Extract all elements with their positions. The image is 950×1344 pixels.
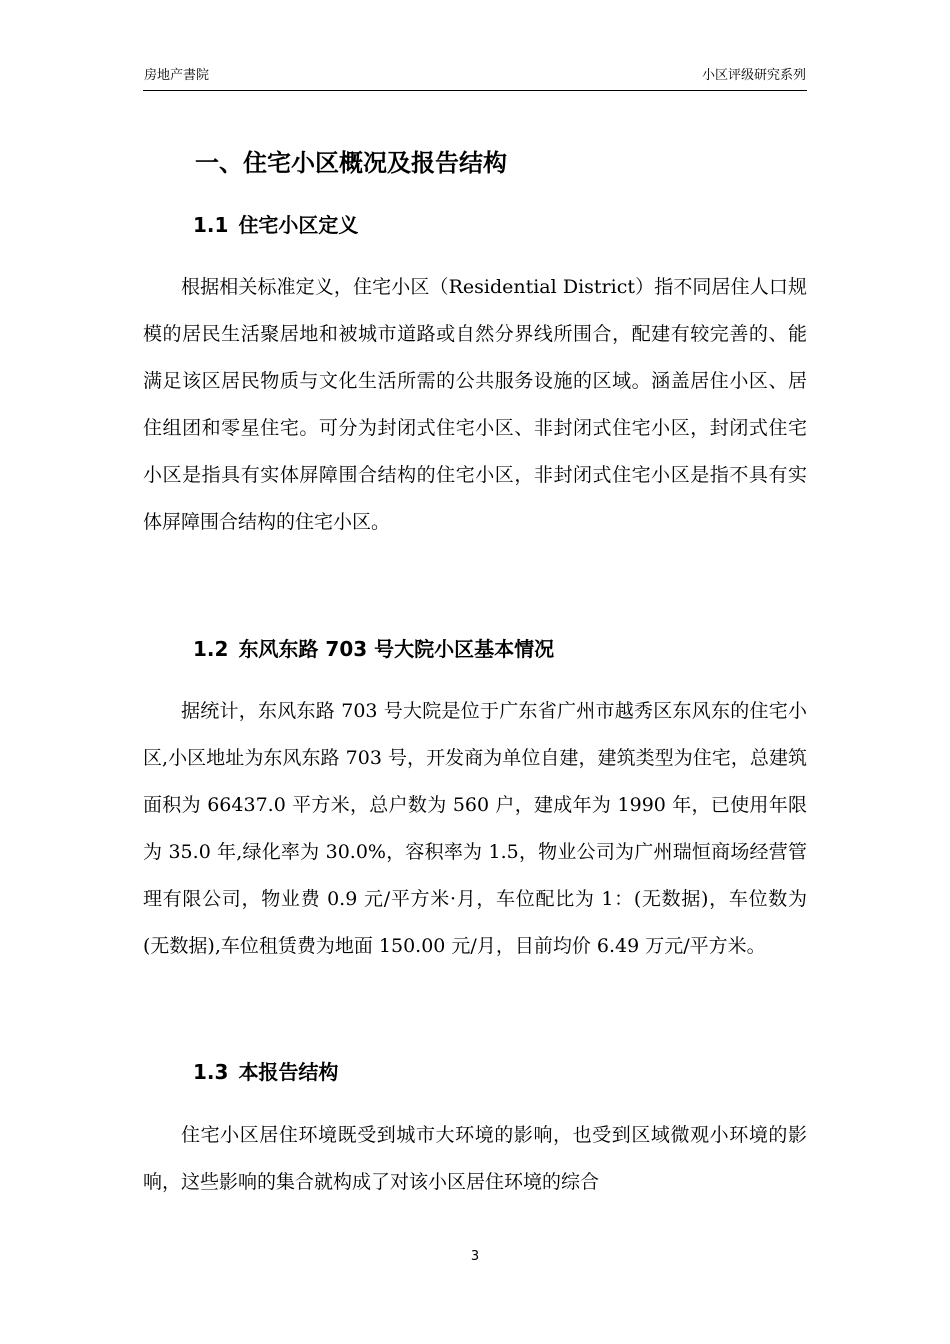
section-title-text: 东风东路 703 号大院小区基本情况	[238, 637, 555, 661]
section-title-text: 本报告结构	[238, 1060, 339, 1084]
section-number: 1.1	[193, 213, 229, 237]
section-number: 1.2	[193, 637, 229, 661]
section-number: 1.3	[193, 1060, 229, 1084]
page-header	[143, 66, 807, 91]
section-title-text: 住宅小区定义	[238, 213, 359, 237]
header-series-title: 小区评级研究系列	[701, 68, 806, 83]
chapter-title: 一、住宅小区概况及报告结构	[195, 149, 507, 177]
section-heading-1-3	[193, 1057, 338, 1087]
section-paragraph-basic-info: 据统计，东风东路 703 号大院是位于广东省广州市越秀区东风东的住宅小区,小区地址为东风东路 703 号，开发商为单位自建，建筑类型为住宅，总建筑面积为 66437.0 平方米，总户数为 560 户，建成年为 1990 年，已使用年限为 35.0 年,绿化率为 30.0%，容积率为 1.5，物业公司为广州瑞恒商场经营管理有限公司，物业费 0.9 元/平方米·月，车位配比为 1：(无数据)，车位数为(无数据),车位租赁费为地面 150.00 元/月，目前均价 6.49 万元/平方米。	[143, 700, 807, 957]
header-publisher: 房地产書院	[144, 68, 210, 83]
page-number: 3	[470, 1249, 480, 1264]
section-heading-1-1	[193, 210, 358, 240]
section-paragraph-definition: 根据相关标准定义，住宅小区（Residential District）指不同居住人口规模的居民生活聚居地和被城市道路或自然分界线所围合，配建有较完善的、能满足该区居民物质与文化生活所需的公共服务设施的区域。涵盖居住小区、居住组团和零星住宅。可分为封闭式住宅小区、非封闭式住宅小区，封闭式住宅小区是指具有实体屏障围合结构的住宅小区，非封闭式住宅小区是指不具有实体屏障围合结构的住宅小区。	[143, 276, 807, 533]
section-heading-1-2	[193, 634, 554, 664]
section-paragraph-report-structure: 住宅小区居住环境既受到城市大环境的影响，也受到区域微观小环境的影响，这些影响的集合就构成了对该小区居住环境的综合	[143, 1124, 807, 1193]
